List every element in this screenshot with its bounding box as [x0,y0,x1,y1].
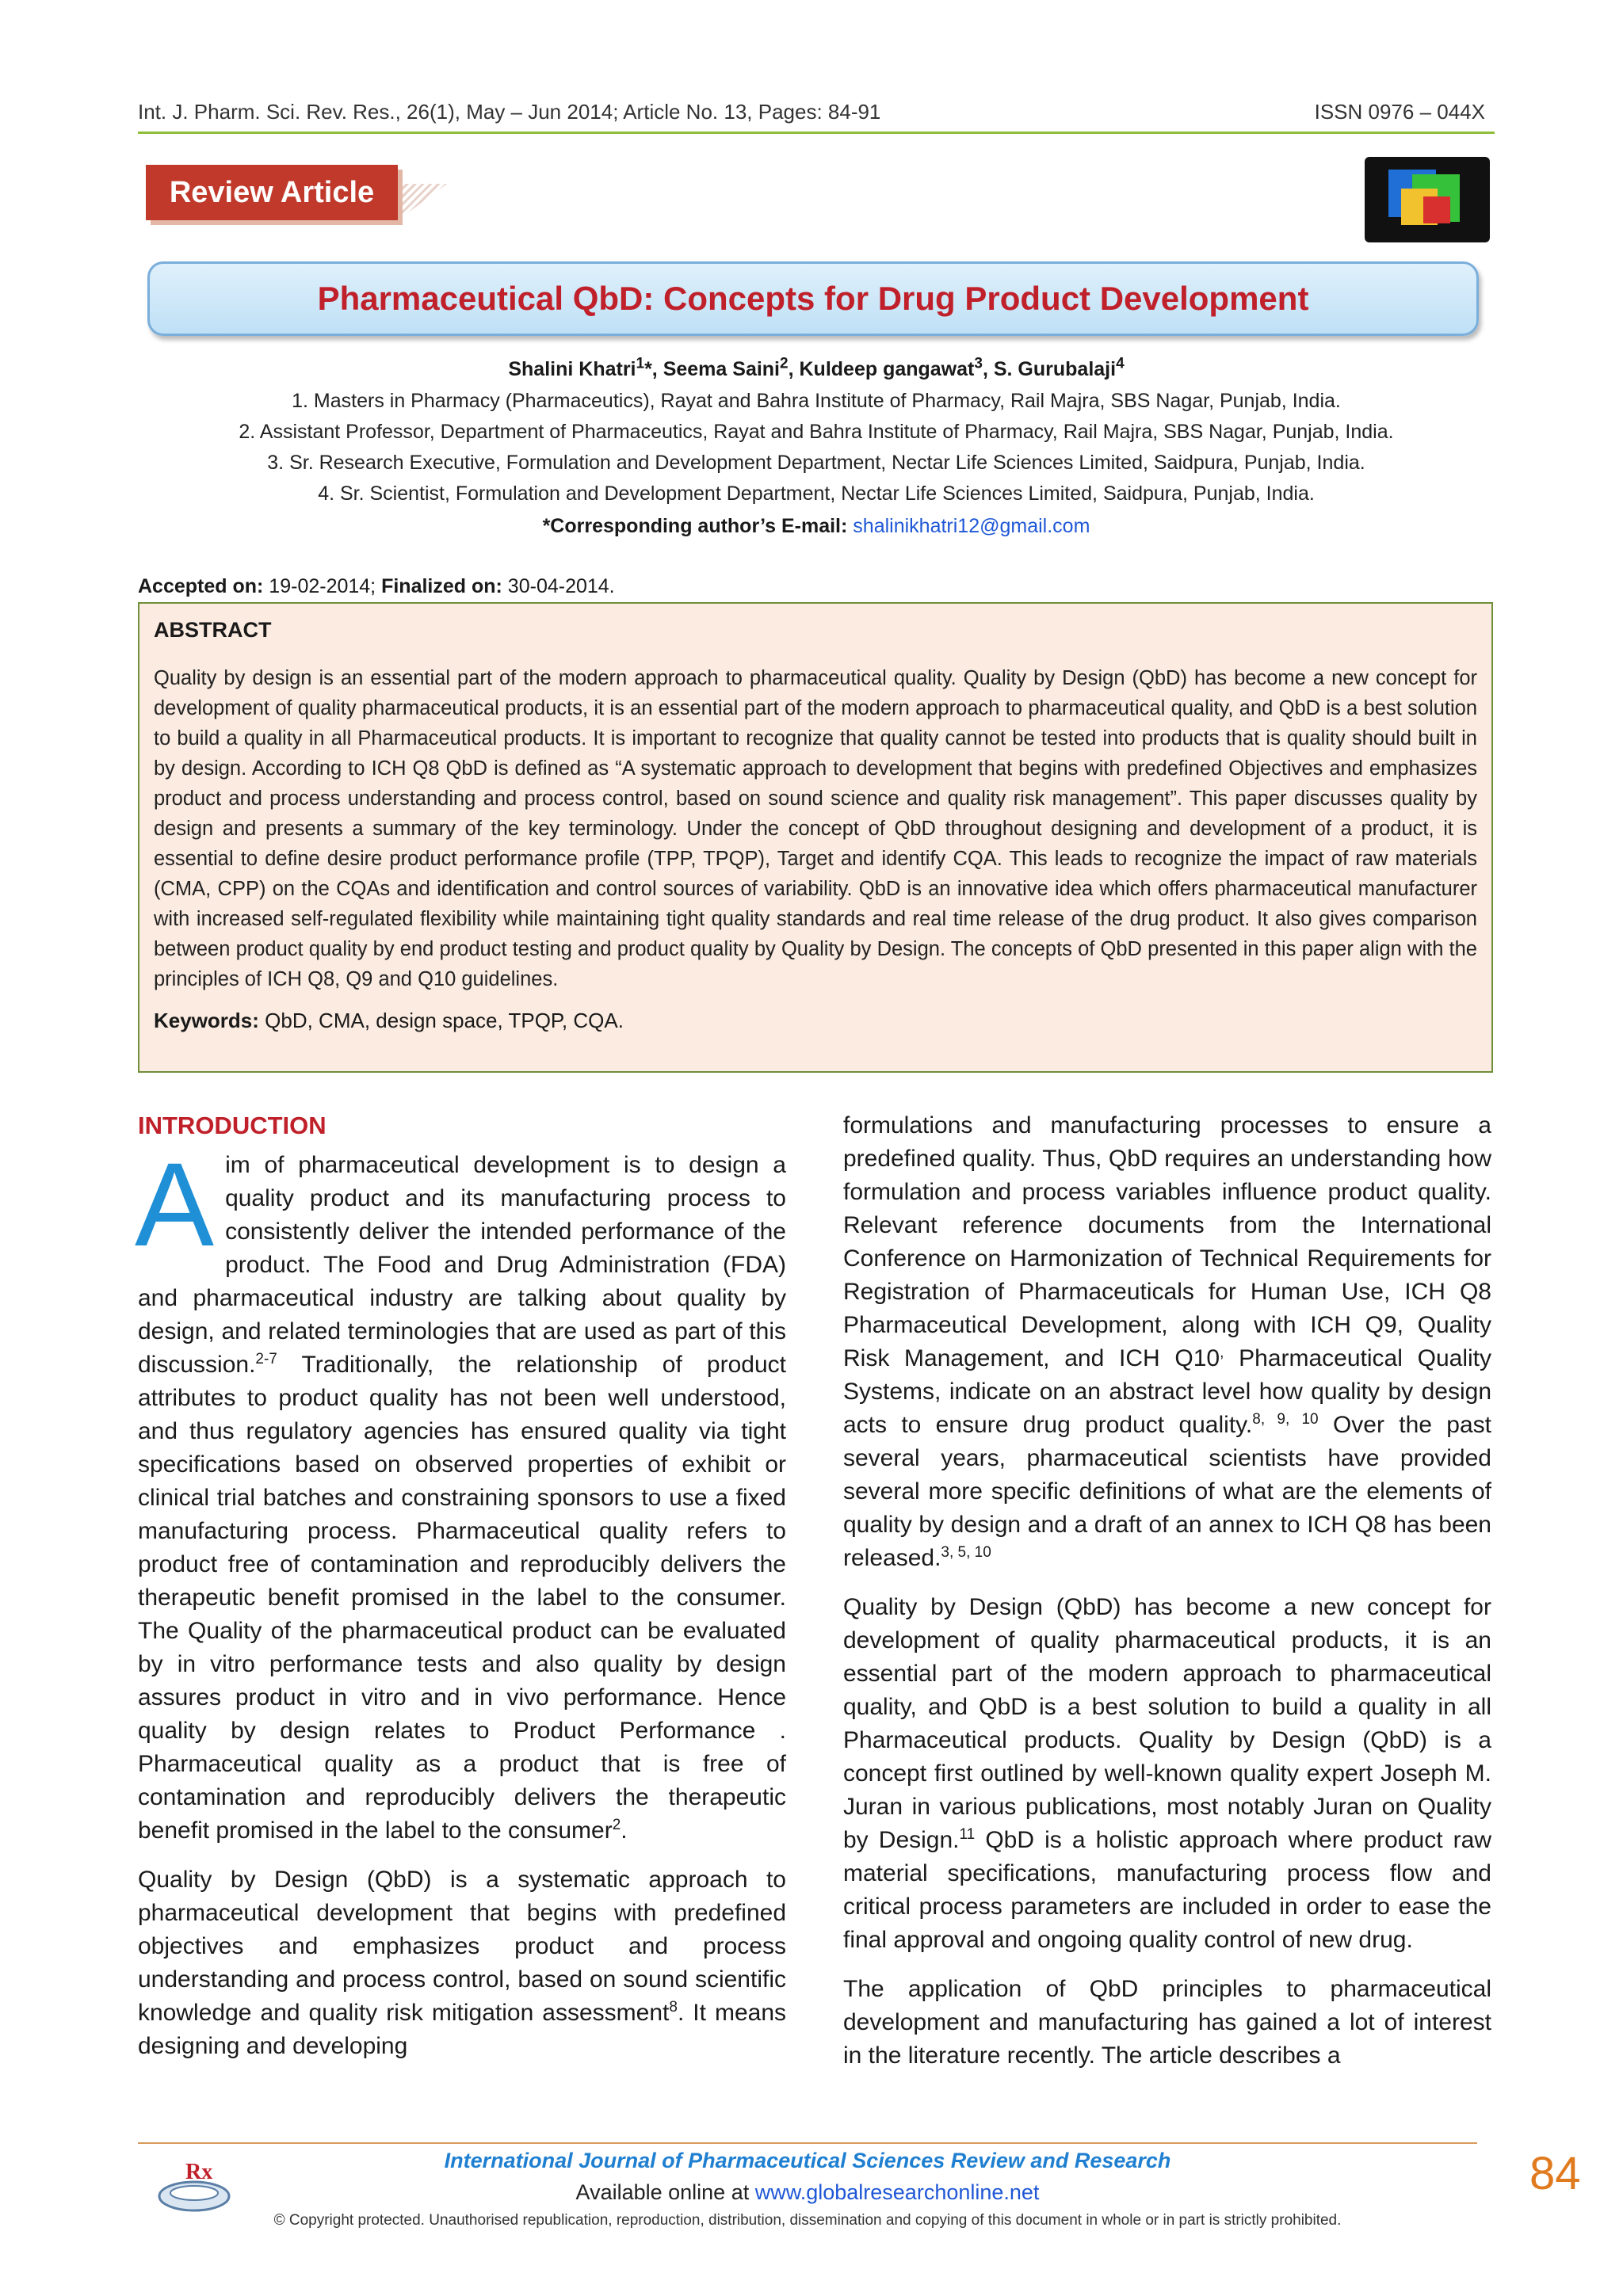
citation-ref: 2 [612,1817,621,1833]
rx-logo-text: Rx [185,2160,213,2184]
abstract-box [138,602,1493,1073]
journal-cube-logo-icon [1365,157,1490,242]
corresponding-author [138,515,1495,538]
intro-paragraph-1 [135,1138,786,1848]
affiliation: 4. Sr. Scientist, Formulation and Development Department, Nectar Life Sciences Limited, Saidpura, Punjab, India. [318,482,1315,505]
paragraph-text: formulations and manufacturing processes to ensure a predefined quality. Thus, QbD requires an understanding how formulation and process variables influence product quality. Relevant reference documents from the International Conference on Harmonization of Technical Requirements for Registration of Pharmaceuticals for Human Use, ICH Q8 Pharmaceutical Development, along with ICH Q9, Quality Risk Management, and ICH Q10 [843,1112,1491,1371]
intro-paragraph-3 [843,1109,1491,1575]
paragraph-text: QbD is a holistic approach where product raw material specifications, manufacturing process flow and critical process parameters are included in order to ease the final approval and ongoing quality control of new drug. [843,1827,1491,1953]
paragraph-text: Pharmaceutical Quality Systems, indicate on an abstract level how quality by design acts to ensure drug product quality. [843,1345,1491,1438]
author-list [138,355,1495,381]
author-affil-ref: 4 [1116,355,1125,372]
section-heading-introduction: INTRODUCTION [138,1112,327,1139]
body-column-left [135,1109,786,2079]
footer-divider [138,2142,1477,2144]
article-type-badge: Review Article [146,165,398,220]
footer-copyright: © Copyright protected. Unauthorised republication, reproduction, distribution, dissemination and copying of this document in whole or in part is strictly prohibited. [273,2212,1342,2229]
paragraph-text: im of pharmaceutical development is to design a quality product and its manufacturing process to consistently deliver the intended performance of the product. The Food and Drug Administration (FDA) and pharmaceutical industry are talking about quality by design, and related terminologies that are used as part of this discussion. [138,1152,786,1378]
author-name: Kuldeep gangawat [799,358,975,380]
author-name: Shalini Khatri [508,358,636,380]
citation-ref: 8, 9, 10 [1252,1411,1319,1428]
paragraph-text: . It means designing and developing [138,2000,786,2059]
citation-ref: 3, 5, 10 [941,1544,991,1561]
body-column-right [843,1109,1491,2088]
header-divider [138,132,1495,134]
intro-paragraph-4 [843,1591,1491,1957]
accepted-label: Accepted on: [138,575,264,597]
paragraph-text: Traditionally, the relationship of product attributes to product quality has not been well understood, and thus regulatory agencies has ensured quality via tight specifications based on observed properties of exhibit or clinical trial batches and constraining sponsors to use a fixed manufacturing process. Pharmaceutical quality refers to product free of contamination and reproducibly delivers the therapeutic benefit promised in the label to the consumer. The Quality of the pharmaceutical product can be evaluated by in vitro performance tests and also quality by design assures product in vitro and in vivo performance. Hence quality by design relates to Product Performance . Pharmaceutical quality as a product that is free of contamination and reproducibly delivers the therapeutic benefit promised in the label to the consumer [138,1352,786,1844]
affiliation: 3. Sr. Research Executive, Formulation and Development Department, Nectar Life Sciences Limited, Saidpura, Punjab, India. [267,452,1365,474]
paragraph-text: . [621,1817,628,1844]
citation-ref: 11 [959,1826,976,1843]
article-dates [138,575,615,598]
citation-ref: 2-7 [255,1351,277,1367]
drop-cap: A [135,1138,215,1271]
intro-paragraph-5: The application of QbD principles to pharmaceutical development and manufacturing has gained a lot of interest in the literature recently. The article describes a [843,1976,1491,2069]
author-separator: *, [644,358,663,380]
page-number: 84 [1529,2148,1581,2199]
badge-shadow-decoration [398,184,447,220]
footer-availability [138,2180,1477,2205]
author-affil-ref: 1 [636,355,645,372]
article-title-box [147,261,1479,336]
corresponding-email-link[interactable]: shalinikhatri12@gmail.com [853,515,1090,537]
article-title: Pharmaceutical QbD: Concepts for Drug Product Development [317,280,1309,317]
author-name: S. Gurubalaji [993,358,1117,380]
citation-ref: , [1220,1344,1224,1361]
intro-paragraph-2 [138,1863,786,2063]
author-affil-ref: 3 [974,355,983,372]
keywords-list: QbD, CMA, design space, TPQP, CQA. [258,1009,624,1032]
corresponding-label: *Corresponding author’s E-mail: [542,515,848,537]
affiliation: 1. Masters in Pharmacy (Pharmaceutics), Rayat and Bahra Institute of Pharmacy, Rail Majra, SBS Nagar, Punjab, India. [292,390,1341,412]
footer-journal-name: International Journal of Pharmaceutical Sciences Review and Research [444,2149,1171,2172]
footer-online-label: Available online at [575,2180,755,2204]
author-separator: , [982,358,994,380]
citation-ref: 8 [669,1999,678,2016]
keywords-label: Keywords: [154,1009,259,1032]
paragraph-text: Quality by Design (QbD) has become a new concept for development of quality pharmaceutical products, it is an essential part of the modern approach to pharmaceutical quality, and QbD is a best solution to build a quality in all Pharmaceutical products. Quality by Design (QbD) is a concept first outlined by well-known quality expert Joseph M. Juran in various publications, most notably Juran on Quality by Design. [843,1594,1491,1853]
finalized-date: 30-04-2014. [502,575,615,597]
paragraph-text: Quality by Design (QbD) is a systematic approach to pharmaceutical development that begins with predefined objectives and emphasizes product and process understanding and process control, based on sound scientific knowledge and quality risk mitigation assessment [138,1867,786,2026]
affiliation: 2. Assistant Professor, Department of Pharmaceutics, Rayat and Bahra Institute of Pharmacy, Rail Majra, SBS Nagar, Punjab, India. [239,421,1394,443]
accepted-date: 19-02-2014; [263,575,382,597]
author-separator: , [788,358,800,380]
author-name: Seema Saini [663,358,781,380]
running-header-issn: ISSN 0976 – 044X [1314,100,1485,124]
finalized-label: Finalized on: [381,575,502,597]
paragraph-text: Over the past several years, pharmaceutical scientists have provided several more specific definitions of what are the elements of quality by design and a draft of an annex to ICH Q8 has been released. [843,1412,1491,1571]
author-affil-ref: 2 [780,355,789,372]
keywords [154,1009,1477,1033]
abstract-heading: ABSTRACT [154,618,272,642]
running-header-citation: Int. J. Pharm. Sci. Rev. Res., 26(1), May – Jun 2014; Article No. 13, Pages: 84-91 [138,100,881,124]
footer-website-link[interactable]: www.globalresearchonline.net [754,2180,1040,2204]
abstract-text: Quality by design is an essential part of the modern approach to pharmaceutical quality. Quality by Design (QbD) has become a new concept for development of quality pharmaceutical products, it is an essential part of the modern approach to pharmaceutical quality, and QbD is a best solution to build a quality in all Pharmaceutical products. It is important to recognize that quality cannot be tested into products that is quality should built in by design. According to ICH Q8 QbD is defined as “A systematic approach to development that begins with predefined Objectives and emphasizes product and process understanding and process control, based on sound science and quality risk management”. This paper discusses quality by design and presents a summary of the key terminology. Under the concept of QbD throughout designing and development of a product, it is essential to define desire product performance profile (TPP, TPQP), Target and identify CQA. This leads to recognize the impact of raw materials (CMA, CPP) on the CQAs and identification and control sources of variability. QbD is an innovative idea which offers pharmaceutical manufacturer with increased self-regulated flexibility while maintaining tight quality standards and real time release of the drug product. It also gives comparison between product quality by end product testing and product quality by Quality by Design. The concepts of QbD presented in this paper align with the principles of ICH Q8, Q9 and Q10 guidelines. [154,667,1477,990]
